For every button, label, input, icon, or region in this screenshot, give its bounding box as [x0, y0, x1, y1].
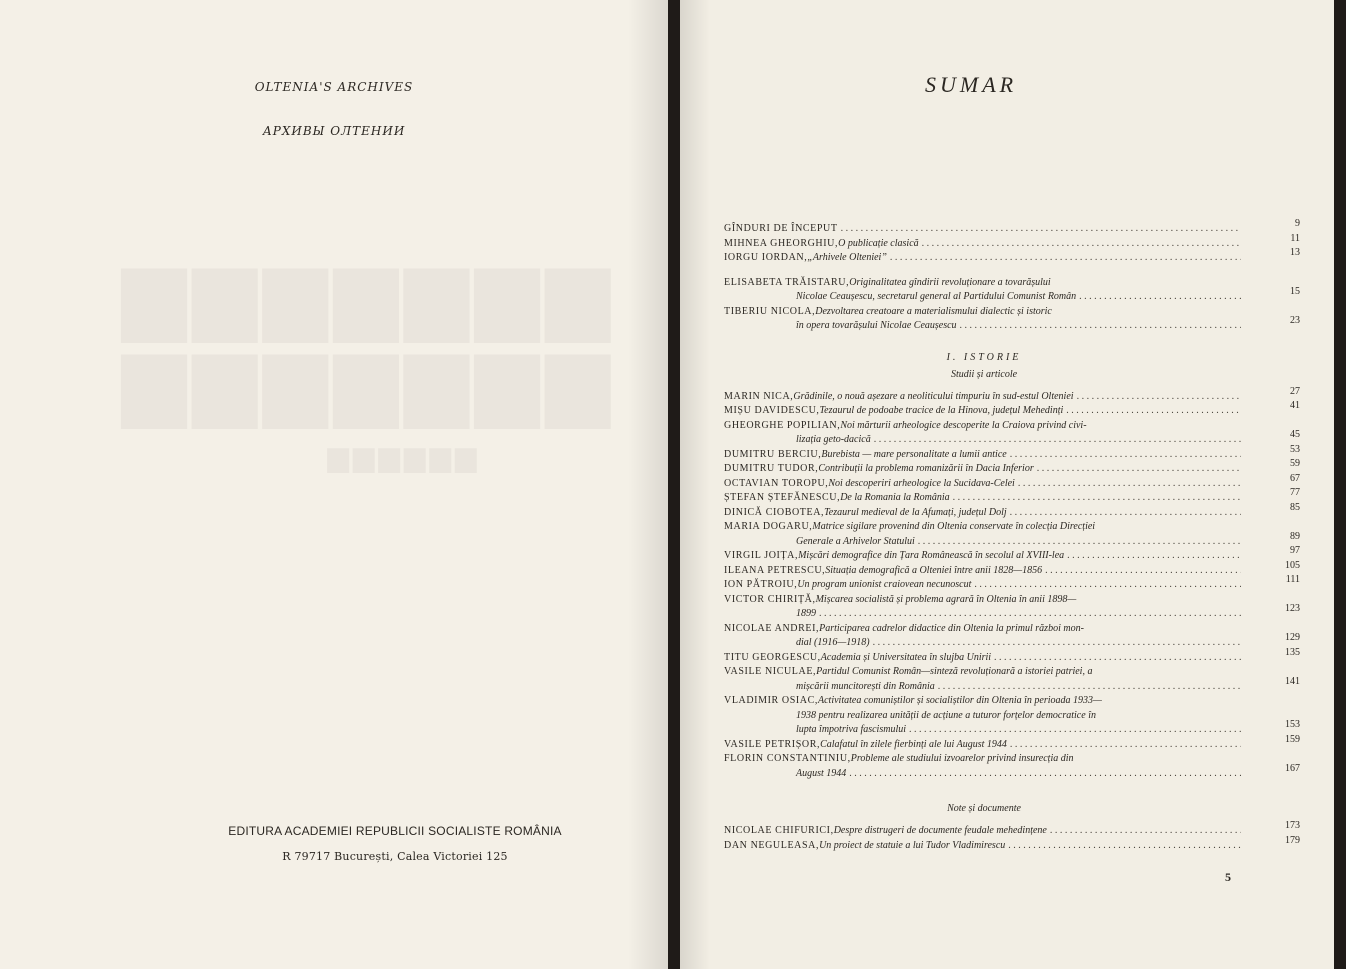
toc-page-number: 15: [1290, 286, 1300, 297]
dot-leader: [1037, 462, 1241, 477]
toc-page-number: 111: [1285, 574, 1300, 585]
toc-title-continuation: în opera tovarășului Nicolae Ceaușescu: [796, 320, 957, 331]
toc-author: NICOLAE ANDREI,: [724, 622, 820, 634]
toc-author: VICTOR CHIRIȚĂ,: [724, 593, 816, 605]
toc-page-number: 11: [1290, 232, 1300, 244]
toc-entry: [724, 458, 1300, 477]
dot-leader: [1010, 448, 1241, 463]
left-page-header: [0, 80, 668, 168]
toc-author: VIRGIL JOIȚA,: [724, 550, 799, 561]
dot-leader: [938, 680, 1241, 695]
toc-author: ELISABETA TRĂISTARU,: [724, 276, 850, 288]
toc-entry: [724, 820, 1300, 839]
toc-entry: [724, 472, 1300, 492]
toc-page-number: 159: [1285, 733, 1300, 745]
toc-title-text: Noi descoperiri arheologice la Sucidava-Celei: [828, 477, 1015, 489]
dot-leader: [1079, 290, 1241, 305]
toc-page-number: 141: [1285, 675, 1300, 687]
dot-leader: [1067, 549, 1241, 564]
section-note-entries: [724, 820, 1300, 853]
toc-author: GÎNDURI DE ÎNCEPUT: [724, 223, 838, 234]
toc-title-text: Calafatul în zilele fierbinți ale lui August 1944: [820, 738, 1007, 750]
publisher-block: [180, 824, 610, 863]
toc-page-number: 53: [1290, 443, 1300, 455]
toc-page-number: 89: [1290, 530, 1300, 542]
section-istorie-label: I. ISTORIE: [946, 351, 1022, 363]
toc-author: VLADIMIR OSIAC,: [724, 695, 818, 706]
toc-author: DAN NEGULEASA,: [724, 839, 820, 851]
dot-leader: [1010, 506, 1241, 521]
dot-leader: [1018, 477, 1241, 492]
toc-page-number: 97: [1290, 545, 1300, 556]
toc-entry: [724, 247, 1300, 266]
toc-entry: [724, 834, 1300, 854]
toc-entry: [724, 593, 1300, 622]
dot-leader: [953, 491, 1241, 506]
dot-leader: [849, 767, 1241, 782]
dot-leader: [960, 319, 1241, 334]
toc-page-number: 77: [1290, 487, 1300, 498]
toc-title-text: O publicație clasică: [838, 237, 919, 249]
publisher-name: EDITURA ACADEMIEI REPUBLICII SOCIALISTE ROMÂNIA: [228, 824, 562, 838]
toc-page-number: 41: [1290, 400, 1300, 411]
toc-entry: [724, 694, 1300, 738]
toc-author: MARIA DOGARU,: [724, 521, 813, 532]
toc-title-text: Despre distrugeri de documente feudale mehedințene: [833, 825, 1047, 836]
dot-leader: [819, 607, 1241, 622]
toc-entry: [724, 443, 1300, 463]
page-edge: [1334, 0, 1346, 969]
toc-title-continuation: lizația geto-dacică: [796, 434, 871, 445]
dot-leader: [841, 222, 1241, 237]
toc-author: MIHNEA GHEORGHIU,: [724, 237, 839, 249]
toc-entry: [724, 400, 1300, 419]
section-note-label: Note și documente: [947, 803, 1021, 814]
toc-author: IORGU IORDAN,: [724, 252, 808, 263]
toc-author: DUMITRU TUDOR,: [724, 463, 819, 474]
dot-leader: [1008, 839, 1241, 854]
table-of-contents: [724, 218, 1300, 853]
toc-author: ȘTEFAN ȘTEFĂNESCU,: [724, 492, 841, 503]
toc-entry: [724, 665, 1300, 694]
section-istorie-entries: [724, 385, 1300, 782]
dot-leader: [974, 578, 1241, 593]
toc-entry: [724, 501, 1300, 521]
toc-page-number: 179: [1285, 834, 1300, 846]
toc-page-number: 67: [1290, 472, 1300, 484]
toc-page-number: 59: [1290, 458, 1300, 469]
toc-entry: [724, 218, 1300, 237]
toc-entry: [724, 305, 1300, 334]
toc-entry: [724, 733, 1300, 753]
toc-author: VASILE PETRIȘOR,: [724, 738, 821, 750]
header-english: OLTENIA'S ARCHIVES: [254, 80, 414, 94]
toc-author: GHEORGHE POPILIAN,: [724, 419, 841, 431]
toc-title-text: Dezvoltarea creatoare a materialismului dialectic și istoric: [815, 305, 1052, 317]
dot-leader: [922, 237, 1241, 252]
toc-title-text: Burebista — mare personalitate a lumii antice: [821, 448, 1007, 460]
toc-page-number: 27: [1290, 385, 1300, 397]
toc-page-number: 105: [1285, 559, 1300, 571]
toc-title-text: De la Romania la România: [840, 492, 950, 503]
toc-page-number: 129: [1285, 632, 1300, 643]
toc-title-text: Participarea cadrelor didactice din Oltenia la primul război mon-: [819, 622, 1084, 634]
publisher-address: R 79717 București, Calea Victoriei 125: [282, 850, 508, 863]
toc-title-text: Grădinile, o nouă așezare a neoliticului timpuriu în sud-estul Olteniei: [793, 390, 1074, 402]
toc-author: MIȘU DAVIDESCU,: [724, 405, 820, 416]
toc-page-number: 9: [1295, 218, 1300, 229]
toc-page-number: 85: [1290, 501, 1300, 513]
dot-leader: [1077, 390, 1241, 405]
toc-title-text: Un program unionist craiovean necunoscut: [797, 579, 972, 590]
header-russian: АРХИВЫ ОЛТЕНИИ: [262, 124, 406, 138]
toc-entry: [724, 622, 1300, 651]
toc-author: ILEANA PETRESCU,: [724, 564, 826, 576]
toc-entry: [724, 276, 1300, 305]
toc-title-text: Mișcarea socialistă și problema agrară în Oltenia în anii 1898—: [815, 593, 1077, 605]
dot-leader: [874, 433, 1241, 448]
toc-author: VASILE NICULAE,: [724, 666, 817, 677]
toc-author: NICOLAE CHIFURICI,: [724, 825, 834, 836]
toc-entry: [724, 574, 1300, 593]
toc-title-continuation: lupta împotriva fascismului: [796, 724, 906, 735]
toc-entry: [724, 752, 1300, 781]
toc-title-text: Tezaurul medieval de la Afumați, județul Dolj: [824, 506, 1007, 518]
dot-leader: [994, 651, 1241, 666]
toc-entry: [724, 419, 1300, 448]
dot-leader: [1010, 738, 1241, 753]
toc-entry: [724, 545, 1300, 564]
toc-page-number: 123: [1285, 603, 1300, 614]
toc-entry: [724, 559, 1300, 579]
section-istorie-subtitle: Studii și articole: [950, 368, 1018, 380]
toc-title-text: Activitatea comuniștilor și socialiștilor din Oltenia în perioada 1933—: [818, 695, 1102, 706]
toc-title-text: Probleme ale studiului izvoarelor privind insurecția din: [850, 753, 1074, 764]
toc-title-text: Un proiect de statuie a lui Tudor Vladimirescu: [819, 839, 1006, 851]
page-number: 5: [1225, 870, 1231, 884]
toc-page-number: 45: [1290, 429, 1300, 440]
left-page: [0, 0, 669, 969]
toc-entry: [724, 232, 1300, 252]
dot-leader: [918, 535, 1241, 550]
toc-page-number: 23: [1290, 315, 1300, 326]
toc-title-text: Contribuții la problema romanizării în Dacia Inferior: [818, 463, 1034, 474]
book-gutter: [668, 0, 680, 969]
toc-title-continuation: Nicolae Ceaușescu, secretarul general al Partidului Comunist Român: [796, 291, 1077, 302]
toc-title-continuation: dial (1916—1918): [796, 637, 870, 648]
dot-leader: [873, 636, 1241, 651]
toc-author: TITU GEORGESCU,: [724, 651, 821, 663]
toc-author: DINICĂ CIOBOTEA,: [724, 506, 825, 518]
dot-leader: [1045, 564, 1241, 579]
toc-entry: [724, 520, 1300, 549]
toc-page-number: 153: [1285, 719, 1300, 730]
toc-title-text: Situația demografică a Olteniei între anii 1828—1856: [825, 564, 1043, 576]
toc-page-number: 135: [1285, 646, 1300, 658]
toc-page-number: 13: [1290, 247, 1300, 258]
toc-title-text: Academia și Universitatea în slujba Unirii: [820, 651, 992, 663]
toc-title-continuation: mișcării muncitorești din România: [796, 680, 935, 692]
toc-title-text: Mișcări demografice din Țara Românească în secolul al XVIII-lea: [798, 550, 1065, 561]
toc-author: DUMITRU BERCIU,: [724, 448, 822, 460]
bleed-through-subtitle: ▆▆▆▆▆▆: [323, 440, 477, 473]
toc-author: MARIN NICA,: [724, 390, 794, 402]
toc-title: SUMAR: [925, 72, 1018, 97]
toc-title-continuation: 1899: [796, 608, 816, 619]
dot-leader: [1066, 404, 1241, 419]
toc-title-continuation: 1938 pentru realizarea unității de acțiune a tuturor forțelor democratice în: [796, 709, 1096, 721]
toc-title-text: Noi mărturii arheologice descoperite la Craiova privind civi-: [840, 419, 1087, 431]
toc-title-text: Matrice sigilare provenind din Oltenia conservate în colecția Direcției: [812, 521, 1096, 532]
intro-entries: [724, 218, 1300, 334]
dot-leader: [909, 723, 1241, 738]
toc-entry: [724, 487, 1300, 506]
toc-page-number: 167: [1285, 762, 1300, 774]
toc-entry: [724, 385, 1300, 405]
toc-author: TIBERIU NICOLA,: [724, 305, 816, 317]
right-page: [680, 0, 1334, 969]
toc-entry: [724, 646, 1300, 666]
toc-title-continuation: Generale a Arhivelor Statului: [796, 535, 915, 547]
toc-title-text: Originalitatea gîndirii revoluționare a tovarășului: [849, 276, 1051, 288]
toc-title-text: Partidul Comunist Român—sinteză revoluționară a istoriei patriei, a: [816, 666, 1093, 677]
dot-leader: [1050, 824, 1241, 839]
toc-author: OCTAVIAN TOROPU,: [724, 477, 829, 489]
bleed-through-title: ▆▆▆▆▆▆▆ ▆▆▆▆▆▆▆: [115, 244, 610, 428]
toc-title-text: „Arhivele Olteniei”: [807, 252, 887, 263]
toc-title-text: Tezaurul de podoabe tracice de la Hinova, județul Mehedinți: [819, 405, 1064, 416]
toc-author: ION PĂTROIU,: [724, 579, 798, 590]
toc-title-continuation: August 1944: [796, 767, 847, 779]
toc-author: FLORIN CONSTANTINIU,: [724, 753, 851, 764]
toc-page-number: 173: [1285, 820, 1300, 831]
dot-leader: [890, 251, 1241, 266]
